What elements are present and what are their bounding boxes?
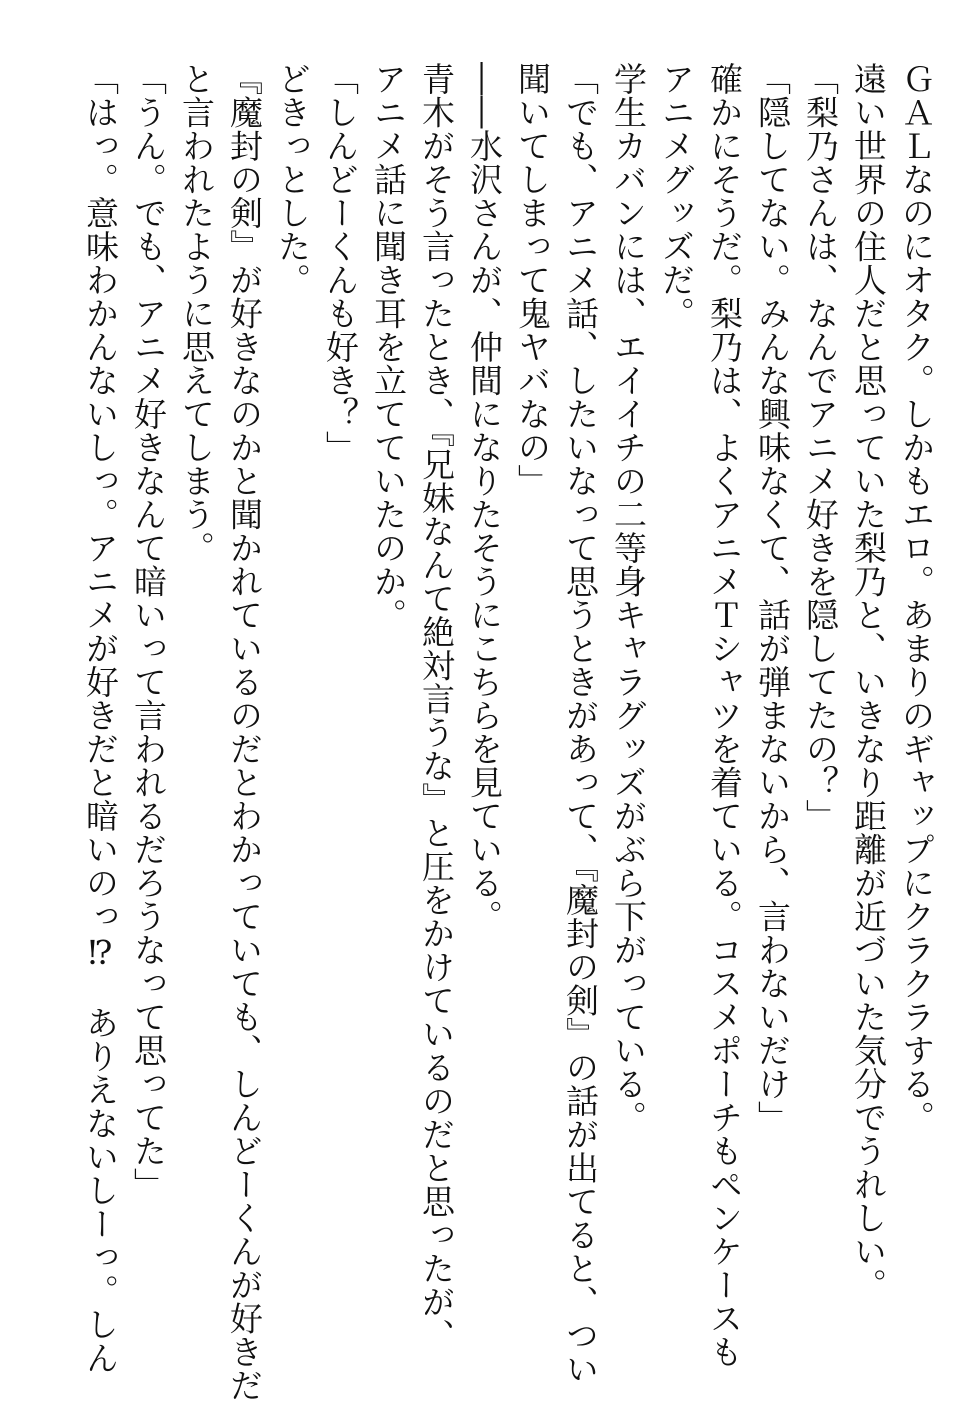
text-line: 「はっ。意味わかんないしっ。アニメが好きだと暗いのっ⁉ ありえないしーっ。しん [81, 62, 120, 1375]
text-line: と言われたように思えてしまう。 [177, 62, 216, 565]
text-line: 「隠してない。みんな興味なくて、話が弾まないから、言わないだけ」 [753, 62, 792, 1134]
vertical-text-body [40, 62, 940, 1402]
text-line: 確かにそうだ。梨乃は、よくアニメＴシャツを着ている。コスメポーチもペンケースも [705, 62, 744, 1369]
text-line: 「しんどーくんも好き？」 [321, 62, 360, 464]
text-line: ＧＡＬなのにオタク。しかもエロ。あまりのギャップにクラクラする。 [897, 62, 936, 1134]
text-line: 学生カバンには、エイイチの二等身キャラグッズがぶら下がっている。 [609, 62, 648, 1134]
text-line: 「梨乃さんは、なんでアニメ好きを隠してたの？」 [801, 62, 840, 833]
text-line: どきっとした。 [273, 62, 312, 297]
text-line: 「でも、アニメ話、したいなって思うときがあって、『魔封の剣』の話が出てると、つい [561, 62, 600, 1386]
text-line: 聞いてしまって鬼ヤバなの」 [513, 62, 552, 498]
text-line: アニメ話に聞き耳を立てていたのか。 [369, 62, 408, 632]
text-line: 遠い世界の住人だと思っていた梨乃と、いきなり距離が近づいた気分でうれしい。 [849, 62, 888, 1302]
text-line: 青木がそう言ったとき、『兄妹なんて絶対言うな』と圧をかけているのだと思ったが、 [417, 62, 456, 1352]
text-line: 「うん。でも、アニメ好きなんて暗いって言われるだろうなって思ってた」 [129, 62, 168, 1201]
text-line: ――水沢さんが、仲間になりたそうにこちらを見ている。 [465, 62, 504, 933]
text-line: アニメグッズだ。 [657, 62, 696, 330]
text-line: 『魔封の剣』が好きなのかと聞かれているのだとわかっていても、しんどーくんが好きだ [225, 62, 264, 1402]
